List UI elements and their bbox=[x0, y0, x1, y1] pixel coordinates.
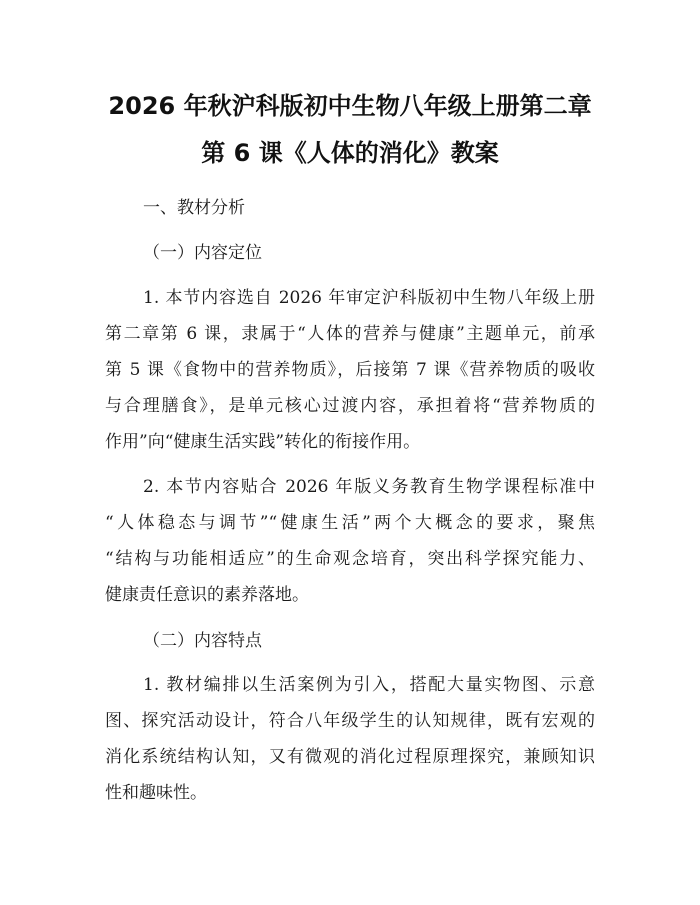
paragraph-line: 1. 教材编排以生活案例为引入，搭配大量实物图、示意 bbox=[143, 675, 595, 695]
document-title-line2: 第 6 课《人体的消化》教案 bbox=[201, 139, 499, 167]
paragraph-textbook-arrangement bbox=[105, 667, 595, 811]
section-heading-textbook-analysis: 一、教材分析 bbox=[143, 198, 245, 218]
paragraph-line: 健康责任意识的素养落地。 bbox=[105, 585, 309, 605]
paragraph-line: “人体稳态与调节”“健康生活”两个大概念的要求，聚焦 bbox=[105, 513, 595, 533]
paragraph-line: 第二章第 6 课，隶属于“人体的营养与健康”主题单元，前承 bbox=[105, 324, 595, 344]
paragraph-line: 2. 本节内容贴合 2026 年版义务教育生物学课程标准中 bbox=[143, 477, 595, 497]
paragraph-line: 第 5 课《食物中的营养物质》，后接第 7 课《营养物质的吸收 bbox=[105, 360, 595, 380]
paragraph-line: “结构与功能相适应”的生命观念培育，突出科学探究能力、 bbox=[105, 549, 595, 569]
paragraph-line: 图、探究活动设计，符合八年级学生的认知规律，既有宏观的 bbox=[105, 711, 595, 731]
paragraph-line: 作用”向“健康生活实践”转化的衔接作用。 bbox=[105, 432, 421, 452]
paragraph-line: 1. 本节内容选自 2026 年审定沪科版初中生物八年级上册 bbox=[143, 288, 595, 308]
paragraph-line: 与合理膳食》，是单元核心过渡内容，承担着将“营养物质的 bbox=[105, 396, 595, 416]
document-title-line1: 2026 年秋沪科版初中生物八年级上册第二章 bbox=[108, 92, 592, 120]
paragraph-line: 消化系统结构认知，又有微观的消化过程原理探究，兼顾知识 bbox=[105, 747, 595, 767]
subsection-heading-content-features: （二）内容特点 bbox=[143, 631, 262, 651]
paragraph-curriculum-standard bbox=[105, 469, 595, 613]
subsection-heading-content-positioning: （一）内容定位 bbox=[143, 243, 262, 263]
paragraph-line: 性和趣味性。 bbox=[105, 783, 207, 803]
paragraph-content-source bbox=[105, 280, 595, 460]
